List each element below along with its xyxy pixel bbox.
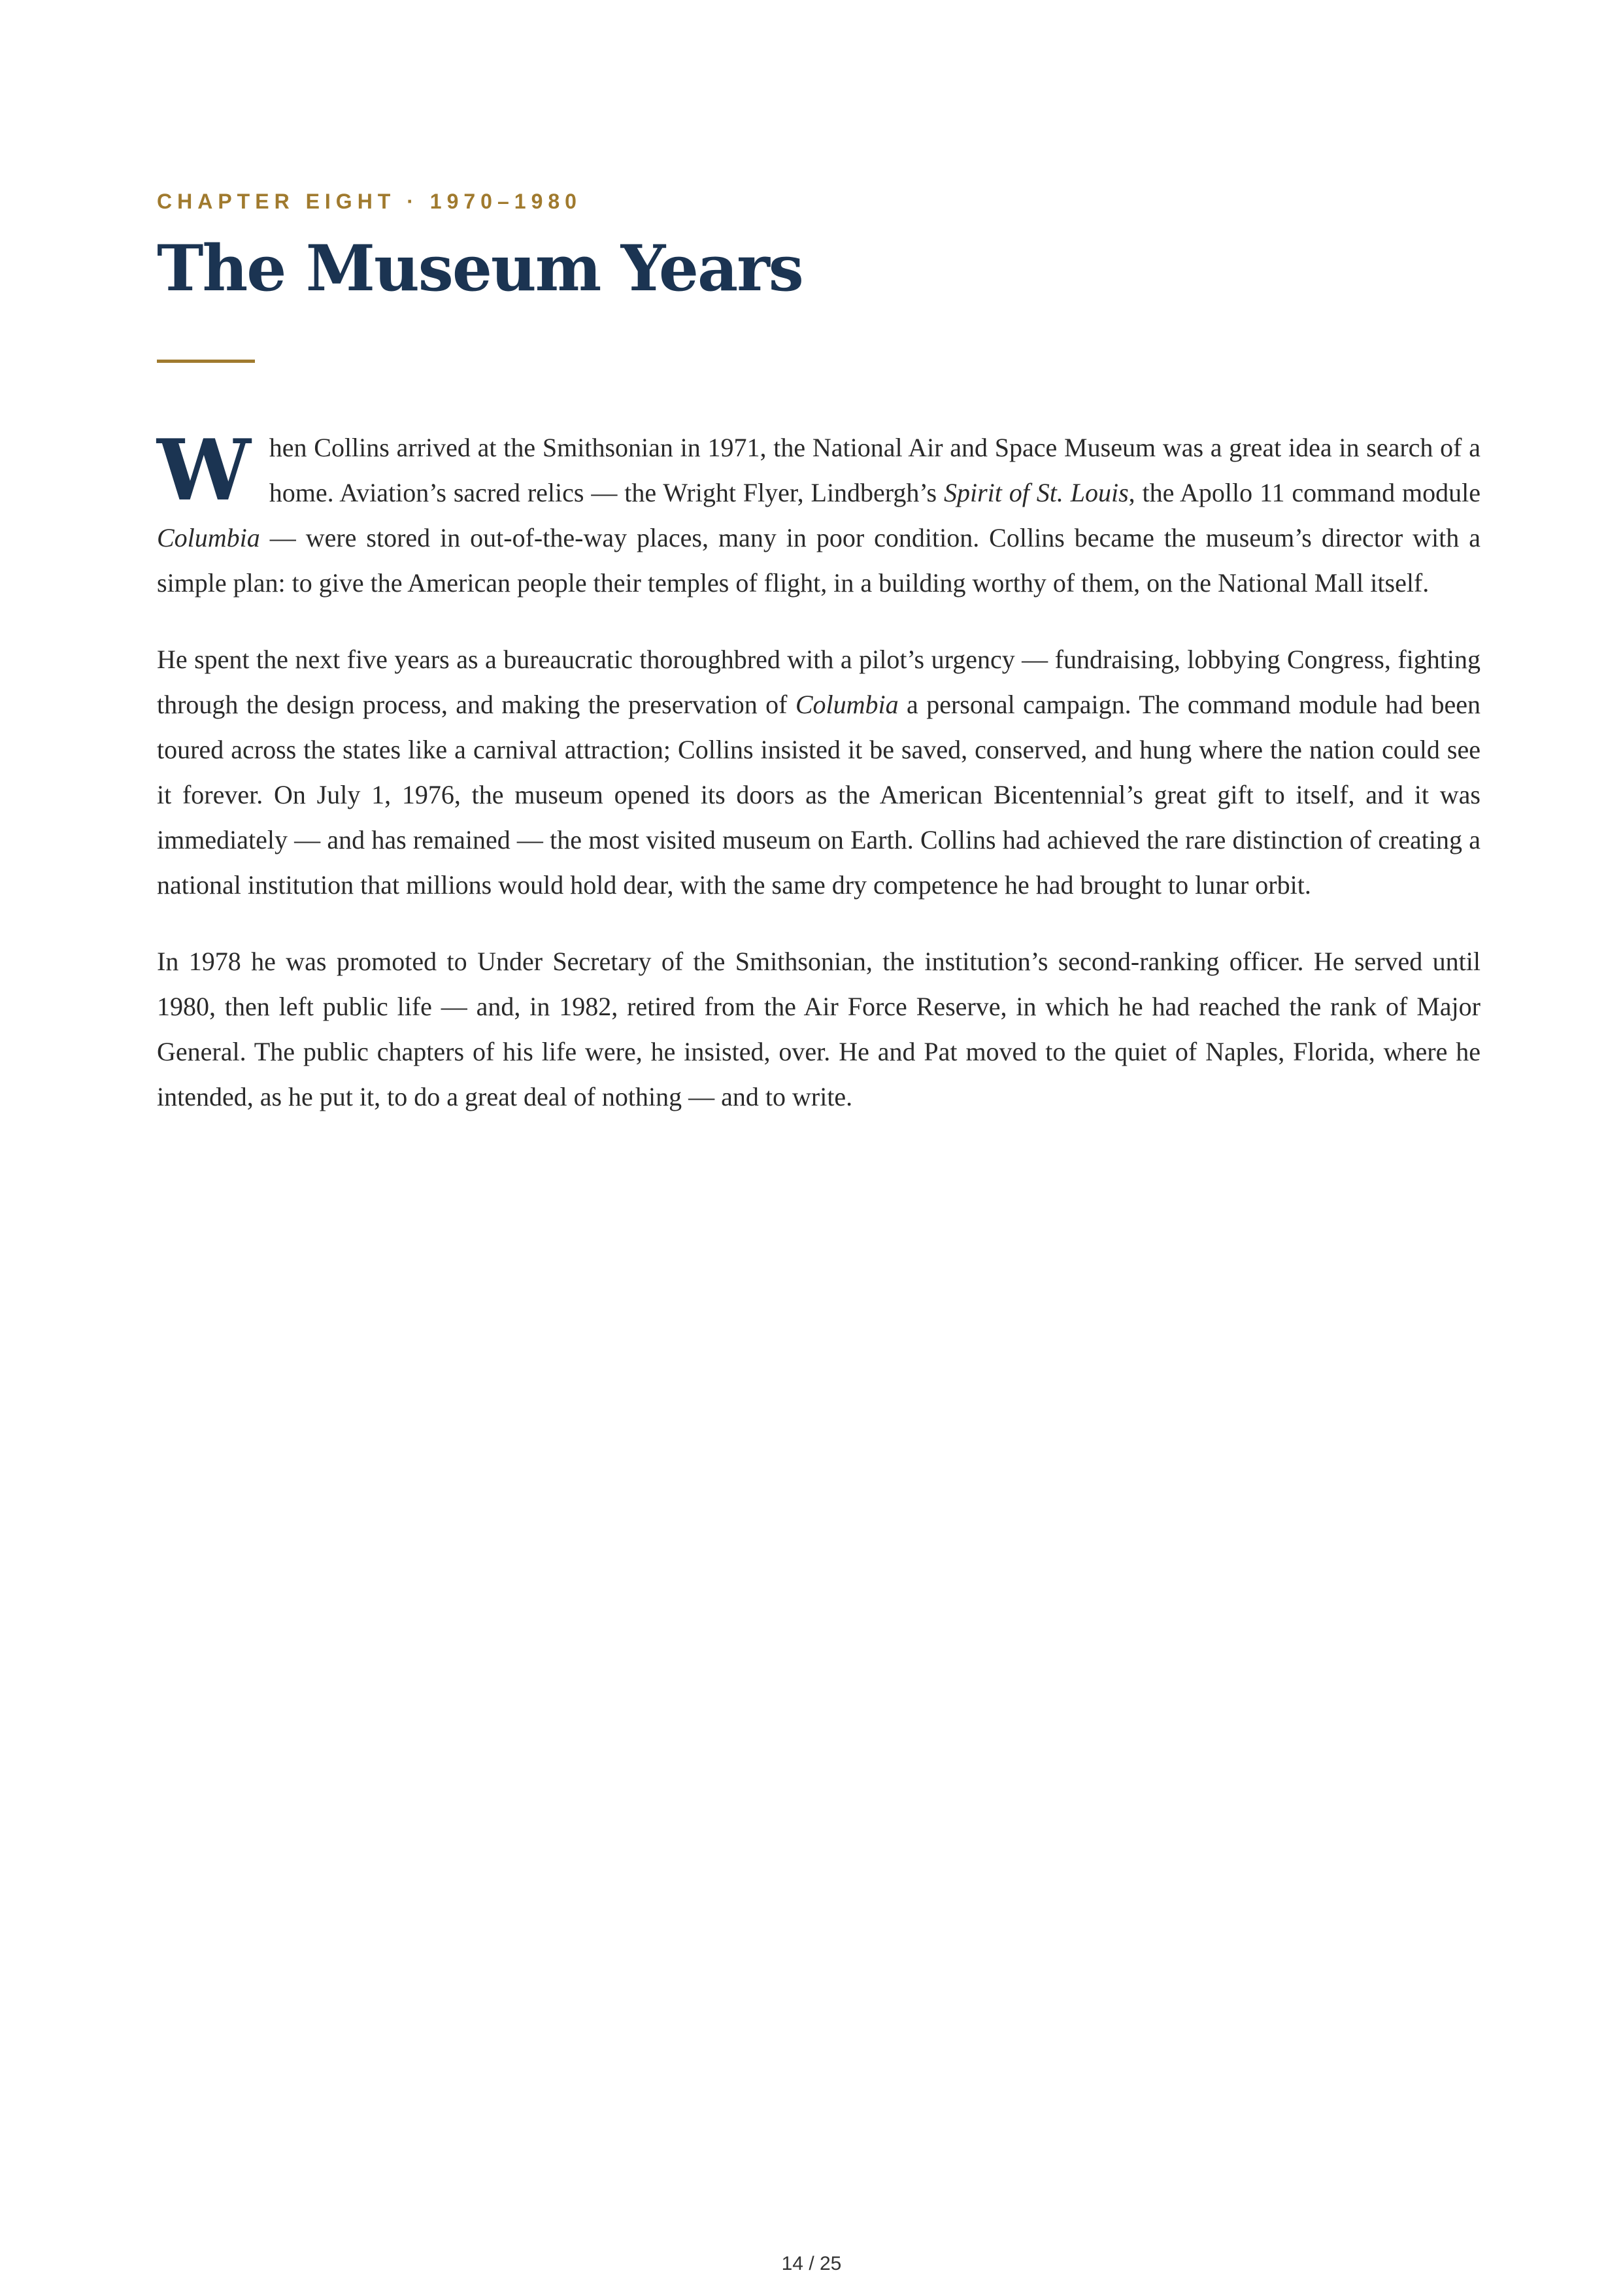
paragraph-2-italic-a: Columbia [795, 690, 899, 719]
page-number: 14 / 25 [781, 2253, 842, 2274]
chapter-title: The Museum Years [157, 231, 803, 305]
paragraph-1-text-c: — were stored in out-of-the-way places, many in poor condition. Collins became the museum’s director with a simple plan: to give the American people their temples of flight, in a building worthy of them, on the National Mall itself. [157, 523, 1481, 598]
paragraph-2-text-a: He spent the next five years as a bureaucratic thoroughbred with a pilot’s urgency — fundraising, lobbying Congress, fighting through the design process, and making the preservation of [157, 645, 1481, 719]
paragraph-2 [157, 637, 1481, 907]
chapter-body [157, 422, 1481, 1151]
paragraph-1 [157, 422, 1481, 605]
paragraph-1-italic-b: Columbia [157, 523, 260, 552]
drop-cap: W [157, 422, 251, 520]
chapter-content [157, 188, 1481, 1111]
paragraph-3 [157, 939, 1481, 1119]
paragraph-2-text-b: a personal campaign. The command module had been toured across the states like a carnival attraction; Collins insisted it be saved, conserved, and hung where the nation could see it forever. On July 1, 1976, the museum opened its doors as the American Bicentennial’s great gift to itself, and it was immediately — and has remained — the most visited museum on Earth. Collins had achieved the rare distinction of creating a national institution that millions would hold dear, with the same dry competence he had brought to lunar orbit. [157, 690, 1481, 900]
paragraph-1-text-a: hen Collins arrived at the Smithsonian in 1971, the National Air and Space Museum was a great idea in search of a home. Aviation’s sacred relics — the Wright Flyer, Lindbergh’s [269, 433, 1481, 507]
paragraph-3-text: In 1978 he was promoted to Under Secretary of the Smithsonian, the institution’s second-ranking officer. He served until 1980, then left public life — and, in 1982, retired from the Air Force Reserve, in which he had reached the rank of Major General. The public chapters of his life were, he insisted, over. He and Pat moved to the quiet of Naples, Florida, where he intended, as he put it, to do a great deal of nothing — and to write. [157, 947, 1481, 1111]
paragraph-1-italic-a: Spirit of St. Louis [943, 478, 1129, 507]
title-divider [157, 360, 255, 363]
chapter-kicker: CHAPTER EIGHT · 1970–1980 [157, 190, 582, 213]
paragraph-1-text-b: , the Apollo 11 command module [1128, 478, 1481, 507]
